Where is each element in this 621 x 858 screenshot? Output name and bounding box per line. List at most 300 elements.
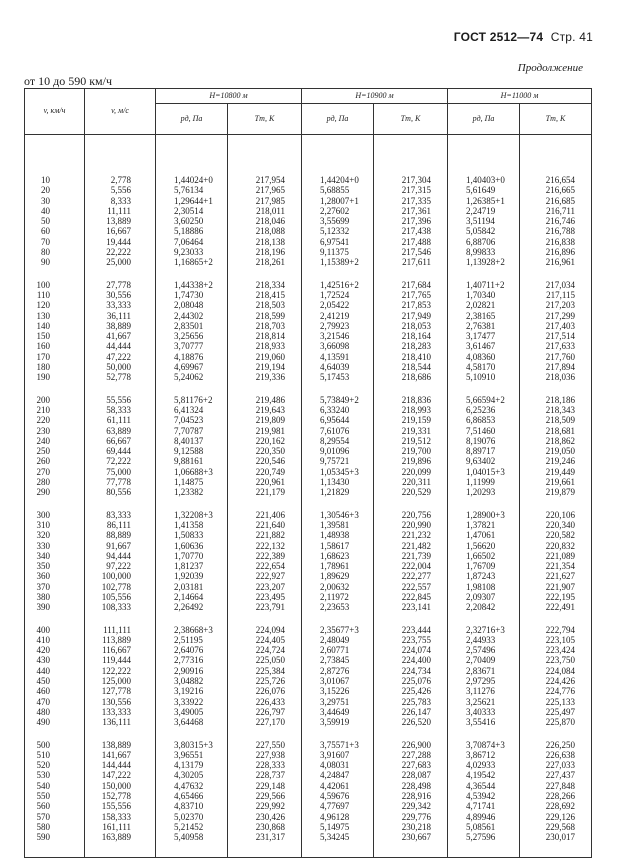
table-row (25, 467, 592, 477)
table-row (25, 520, 592, 530)
table-row (25, 812, 592, 822)
cell-pd-h2: 2,87276 (302, 666, 374, 676)
cell-pd-h1: 2,90916 (156, 666, 228, 676)
cell-t-h1: 217,954 (228, 135, 302, 186)
cell-t-h3: 227,848 (520, 781, 592, 791)
cell-t-h1: 226,797 (228, 707, 302, 717)
cell-v-kmh: 370 (25, 582, 85, 592)
group-spacer (25, 383, 592, 395)
cell-pd-h3: 4,58170 (448, 362, 520, 372)
cell-t-h2: 220,756 (374, 510, 448, 520)
cell-pd-h1: 3,70777 (156, 341, 228, 351)
cell-v-ms: 105,556 (85, 592, 156, 602)
cell-t-h2: 224,734 (374, 666, 448, 676)
cell-v-ms: 72,222 (85, 456, 156, 466)
col-header-v-kmh: v, км/ч (25, 89, 85, 135)
table-row (25, 185, 592, 195)
cell-pd-h3: 1,28900+3 (448, 510, 520, 520)
table-row (25, 707, 592, 717)
cell-t-h1: 218,011 (228, 206, 302, 216)
cell-t-h3: 219,246 (520, 456, 592, 466)
cell-t-h2: 222,845 (374, 592, 448, 602)
cell-pd-h1: 4,18876 (156, 352, 228, 362)
cell-v-ms: 108,333 (85, 602, 156, 612)
cell-v-kmh: 40 (25, 206, 85, 216)
table-row (25, 280, 592, 290)
cell-t-h3: 228,266 (520, 791, 592, 801)
cell-v-ms: 94,444 (85, 551, 156, 561)
cell-pd-h2: 9,11375 (302, 247, 374, 257)
cell-v-kmh: 320 (25, 530, 85, 540)
cell-v-kmh: 130 (25, 311, 85, 321)
cell-t-h1: 219,060 (228, 352, 302, 362)
cell-t-h2: 217,765 (374, 290, 448, 300)
table-row (25, 602, 592, 612)
cell-v-ms: 44,444 (85, 341, 156, 351)
cell-pd-h3: 3,70874+3 (448, 740, 520, 750)
cell-v-kmh: 550 (25, 791, 85, 801)
cell-v-ms: 25,000 (85, 257, 156, 267)
table-row (25, 760, 592, 770)
cell-pd-h2: 8,29554 (302, 436, 374, 446)
cell-v-kmh: 460 (25, 686, 85, 696)
cell-v-kmh: 160 (25, 341, 85, 351)
cell-t-h2: 217,488 (374, 237, 448, 247)
cell-pd-h2: 5,17453 (302, 372, 374, 382)
cell-pd-h2: 3,91607 (302, 750, 374, 760)
cell-pd-h3: 4,36544 (448, 781, 520, 791)
cell-pd-h1: 1,14875 (156, 477, 228, 487)
cell-t-h2: 226,900 (374, 740, 448, 750)
cell-v-ms: 97,222 (85, 561, 156, 571)
cell-v-ms: 8,333 (85, 196, 156, 206)
table-row (25, 510, 592, 520)
cell-pd-h3: 4,08360 (448, 352, 520, 362)
cell-v-kmh: 60 (25, 226, 85, 236)
cell-pd-h3: 1,76709 (448, 561, 520, 571)
cell-pd-h1: 1,92039 (156, 571, 228, 581)
cell-pd-h1: 1,50833 (156, 530, 228, 540)
cell-pd-h1: 1,44024+0 (156, 135, 228, 186)
cell-pd-h2: 9,75721 (302, 456, 374, 466)
cell-v-kmh: 190 (25, 372, 85, 382)
cell-pd-h3: 1,98108 (448, 582, 520, 592)
cell-t-h1: 218,088 (228, 226, 302, 236)
cell-t-h1: 219,981 (228, 426, 302, 436)
cell-v-kmh: 200 (25, 395, 85, 405)
table-row (25, 582, 592, 592)
group-spacer (25, 268, 592, 280)
cell-t-h3: 218,186 (520, 395, 592, 405)
cell-t-h3: 228,692 (520, 801, 592, 811)
cell-pd-h1: 4,47632 (156, 781, 228, 791)
cell-pd-h1: 2,14664 (156, 592, 228, 602)
cell-pd-h2: 5,34245 (302, 832, 374, 842)
cell-pd-h3: 2,20842 (448, 602, 520, 612)
cell-v-kmh: 110 (25, 290, 85, 300)
cell-v-kmh: 360 (25, 571, 85, 581)
cell-t-h3: 223,424 (520, 645, 592, 655)
cell-t-h2: 217,315 (374, 185, 448, 195)
cell-pd-h2: 4,96128 (302, 812, 374, 822)
table-row (25, 247, 592, 257)
cell-t-h1: 219,486 (228, 395, 302, 405)
cell-pd-h1: 2,64076 (156, 645, 228, 655)
cell-pd-h1: 1,74730 (156, 290, 228, 300)
cell-pd-h2: 3,29751 (302, 697, 374, 707)
table-row (25, 257, 592, 267)
cell-t-h1: 224,094 (228, 625, 302, 635)
cell-t-h2: 218,993 (374, 405, 448, 415)
cell-t-h2: 222,004 (374, 561, 448, 571)
cell-v-ms: 27,778 (85, 280, 156, 290)
cell-v-kmh: 20 (25, 185, 85, 195)
cell-v-kmh: 220 (25, 415, 85, 425)
cell-pd-h2: 3,01067 (302, 676, 374, 686)
cell-pd-h3: 5,10910 (448, 372, 520, 382)
table-row (25, 770, 592, 780)
cell-t-h1: 218,415 (228, 290, 302, 300)
cell-pd-h3: 2,38165 (448, 311, 520, 321)
cell-pd-h2: 2,60771 (302, 645, 374, 655)
cell-pd-h3: 3,51194 (448, 216, 520, 226)
page-header (454, 30, 593, 44)
cell-pd-h3: 3,61467 (448, 341, 520, 351)
cell-t-h2: 225,426 (374, 686, 448, 696)
cell-pd-h2: 2,27602 (302, 206, 374, 216)
cell-pd-h1: 2,44302 (156, 311, 228, 321)
cell-pd-h2: 3,55699 (302, 216, 374, 226)
cell-v-kmh: 290 (25, 487, 85, 497)
table-row (25, 801, 592, 811)
cell-t-h3: 216,838 (520, 237, 592, 247)
cell-t-h2: 221,232 (374, 530, 448, 540)
cell-t-h3: 219,879 (520, 487, 592, 497)
cell-pd-h2: 2,05422 (302, 300, 374, 310)
cell-t-h3: 216,665 (520, 185, 592, 195)
cell-t-h3: 217,115 (520, 290, 592, 300)
cell-pd-h2: 1,39581 (302, 520, 374, 530)
cell-pd-h1: 7,70787 (156, 426, 228, 436)
cell-pd-h2: 1,42516+2 (302, 280, 374, 290)
table-row (25, 487, 592, 497)
table-row (25, 206, 592, 216)
cell-v-kmh: 440 (25, 666, 85, 676)
cell-pd-h1: 1,29644+1 (156, 196, 228, 206)
cell-t-h3: 222,195 (520, 592, 592, 602)
cell-t-h3: 218,036 (520, 372, 592, 382)
cell-pd-h1: 1,81237 (156, 561, 228, 571)
cell-v-kmh: 250 (25, 446, 85, 456)
table-row (25, 372, 592, 382)
cell-t-h1: 226,076 (228, 686, 302, 696)
cell-v-kmh: 530 (25, 770, 85, 780)
cell-pd-h1: 4,69967 (156, 362, 228, 372)
cell-v-ms: 16,667 (85, 226, 156, 236)
cell-pd-h2: 5,68855 (302, 185, 374, 195)
cell-t-h3: 216,685 (520, 196, 592, 206)
cell-pd-h3: 2,09307 (448, 592, 520, 602)
cell-t-h2: 217,611 (374, 257, 448, 267)
cell-v-kmh: 260 (25, 456, 85, 466)
cell-pd-h1: 8,40137 (156, 436, 228, 446)
cell-v-ms: 141,667 (85, 750, 156, 760)
cell-pd-h2: 2,48049 (302, 635, 374, 645)
cell-t-h3: 217,760 (520, 352, 592, 362)
cell-pd-h1: 4,65466 (156, 791, 228, 801)
cell-t-h1: 218,261 (228, 257, 302, 267)
table-row (25, 750, 592, 760)
cell-t-h3: 222,491 (520, 602, 592, 612)
table-row (25, 822, 592, 832)
cell-t-h3: 220,340 (520, 520, 592, 530)
cell-t-h1: 219,809 (228, 415, 302, 425)
cell-v-kmh: 90 (25, 257, 85, 267)
cell-v-ms: 130,556 (85, 697, 156, 707)
cell-t-h1: 230,868 (228, 822, 302, 832)
cell-pd-h2: 1,78961 (302, 561, 374, 571)
atmosphere-table (24, 88, 592, 858)
cell-pd-h2: 1,13430 (302, 477, 374, 487)
cell-v-kmh: 410 (25, 635, 85, 645)
cell-t-h3: 224,426 (520, 676, 592, 686)
cell-pd-h2: 2,79923 (302, 321, 374, 331)
cell-t-h1: 227,938 (228, 750, 302, 760)
cell-t-h2: 217,304 (374, 135, 448, 186)
cell-t-h1: 220,350 (228, 446, 302, 456)
cell-pd-h1: 7,06464 (156, 237, 228, 247)
cell-pd-h3: 1,70340 (448, 290, 520, 300)
cell-v-ms: 58,333 (85, 405, 156, 415)
cell-pd-h2: 2,41219 (302, 311, 374, 321)
cell-pd-h3: 2,97295 (448, 676, 520, 686)
cell-pd-h2: 1,28007+1 (302, 196, 374, 206)
cell-v-ms: 50,000 (85, 362, 156, 372)
cell-t-h1: 220,749 (228, 467, 302, 477)
cell-v-kmh: 30 (25, 196, 85, 206)
cell-t-h2: 228,087 (374, 770, 448, 780)
cell-t-h1: 219,194 (228, 362, 302, 372)
table-row (25, 290, 592, 300)
cell-pd-h1: 4,83710 (156, 801, 228, 811)
cell-v-ms: 33,333 (85, 300, 156, 310)
cell-pd-h3: 2,57496 (448, 645, 520, 655)
table-row (25, 635, 592, 645)
cell-t-h1: 222,654 (228, 561, 302, 571)
cell-t-h2: 223,755 (374, 635, 448, 645)
cell-t-h2: 228,916 (374, 791, 448, 801)
cell-t-h1: 218,334 (228, 280, 302, 290)
table-row (25, 362, 592, 372)
cell-pd-h2: 4,08031 (302, 760, 374, 770)
cell-v-kmh: 390 (25, 602, 85, 612)
cell-pd-h2: 6,97541 (302, 237, 374, 247)
cell-t-h1: 230,426 (228, 812, 302, 822)
table-row (25, 405, 592, 415)
cell-v-ms: 111,111 (85, 625, 156, 635)
cell-pd-h2: 1,72524 (302, 290, 374, 300)
cell-t-h1: 227,170 (228, 717, 302, 727)
cell-v-ms: 119,444 (85, 655, 156, 665)
table-row (25, 645, 592, 655)
cell-t-h1: 217,985 (228, 196, 302, 206)
cell-v-ms: 83,333 (85, 510, 156, 520)
cell-pd-h1: 6,41324 (156, 405, 228, 415)
cell-pd-h2: 2,73845 (302, 655, 374, 665)
cell-pd-h1: 2,77316 (156, 655, 228, 665)
cell-t-h2: 219,331 (374, 426, 448, 436)
cell-v-ms: 77,778 (85, 477, 156, 487)
cell-pd-h3: 2,24719 (448, 206, 520, 216)
table-row (25, 321, 592, 331)
cell-v-ms: 61,111 (85, 415, 156, 425)
cell-v-ms: 133,333 (85, 707, 156, 717)
cell-pd-h2: 6,95644 (302, 415, 374, 425)
cell-t-h3: 227,033 (520, 760, 592, 770)
gost-number: ГОСТ 2512—74 (453, 30, 544, 44)
cell-t-h2: 227,683 (374, 760, 448, 770)
cell-v-ms: 158,333 (85, 812, 156, 822)
cell-pd-h3: 9,63402 (448, 456, 520, 466)
cell-pd-h3: 1,04015+3 (448, 467, 520, 477)
cell-t-h2: 230,667 (374, 832, 448, 842)
group-spacer (25, 498, 592, 510)
cell-t-h2: 219,512 (374, 436, 448, 446)
cell-pd-h2: 4,59676 (302, 791, 374, 801)
cell-v-kmh: 180 (25, 362, 85, 372)
cell-t-h1: 218,503 (228, 300, 302, 310)
col-header-altitude-1: H=10800 м (156, 89, 302, 104)
cell-pd-h2: 4,42061 (302, 781, 374, 791)
cell-pd-h3: 5,66594+2 (448, 395, 520, 405)
cell-pd-h3: 2,76381 (448, 321, 520, 331)
cell-v-kmh: 380 (25, 592, 85, 602)
cell-t-h1: 226,433 (228, 697, 302, 707)
cell-pd-h3: 1,87243 (448, 571, 520, 581)
cell-pd-h2: 3,59919 (302, 717, 374, 727)
cell-t-h2: 227,288 (374, 750, 448, 760)
cell-t-h2: 226,147 (374, 707, 448, 717)
cell-pd-h2: 5,12332 (302, 226, 374, 236)
continuation-label: Продолжение (517, 62, 583, 74)
cell-t-h3: 216,961 (520, 257, 592, 267)
cell-pd-h1: 4,13179 (156, 760, 228, 770)
cell-t-h3: 229,126 (520, 812, 592, 822)
cell-pd-h2: 1,05345+3 (302, 467, 374, 477)
cell-pd-h3: 6,88706 (448, 237, 520, 247)
table-row (25, 196, 592, 206)
cell-pd-h1: 1,16865+2 (156, 257, 228, 267)
cell-v-kmh: 540 (25, 781, 85, 791)
cell-t-h3: 225,870 (520, 717, 592, 727)
cell-t-h2: 223,141 (374, 602, 448, 612)
cell-t-h3: 225,133 (520, 697, 592, 707)
group-spacer (25, 613, 592, 625)
cell-v-ms: 22,222 (85, 247, 156, 257)
cell-t-h2: 225,783 (374, 697, 448, 707)
cell-v-kmh: 580 (25, 822, 85, 832)
cell-t-h2: 225,076 (374, 676, 448, 686)
cell-pd-h1: 3,04882 (156, 676, 228, 686)
cell-v-kmh: 490 (25, 717, 85, 727)
cell-v-ms: 69,444 (85, 446, 156, 456)
cell-t-h3: 229,568 (520, 822, 592, 832)
cell-pd-h1: 9,23033 (156, 247, 228, 257)
col-header-altitude-3: H=11000 м (448, 89, 592, 104)
cell-t-h3: 224,776 (520, 686, 592, 696)
cell-v-kmh: 400 (25, 625, 85, 635)
cell-pd-h1: 5,18886 (156, 226, 228, 236)
cell-pd-h2: 5,14975 (302, 822, 374, 832)
cell-pd-h2: 2,00632 (302, 582, 374, 592)
cell-pd-h2: 4,64039 (302, 362, 374, 372)
cell-v-kmh: 450 (25, 676, 85, 686)
col-header-pd-1: pд, Па (156, 104, 228, 135)
cell-t-h1: 231,317 (228, 832, 302, 842)
cell-t-h1: 222,132 (228, 541, 302, 551)
cell-v-kmh: 100 (25, 280, 85, 290)
table-row (25, 311, 592, 321)
cell-t-h2: 224,400 (374, 655, 448, 665)
cell-pd-h2: 5,73849+2 (302, 395, 374, 405)
cell-pd-h3: 1,20293 (448, 487, 520, 497)
cell-t-h1: 225,384 (228, 666, 302, 676)
cell-pd-h2: 1,89629 (302, 571, 374, 581)
cell-t-h1: 222,927 (228, 571, 302, 581)
cell-t-h2: 218,836 (374, 395, 448, 405)
cell-t-h1: 221,406 (228, 510, 302, 520)
cell-t-h3: 230,017 (520, 832, 592, 842)
cell-t-h2: 218,410 (374, 352, 448, 362)
cell-v-ms: 161,111 (85, 822, 156, 832)
cell-pd-h1: 2,83501 (156, 321, 228, 331)
table-row (25, 436, 592, 446)
cell-pd-h3: 6,86853 (448, 415, 520, 425)
cell-pd-h3: 2,32716+3 (448, 625, 520, 635)
cell-t-h3: 217,034 (520, 280, 592, 290)
cell-t-h1: 218,599 (228, 311, 302, 321)
table-row (25, 395, 592, 405)
cell-pd-h2: 1,68623 (302, 551, 374, 561)
cell-t-h1: 225,050 (228, 655, 302, 665)
cell-v-ms: 91,667 (85, 541, 156, 551)
cell-v-kmh: 420 (25, 645, 85, 655)
cell-pd-h1: 3,96551 (156, 750, 228, 760)
group-spacer (25, 728, 592, 740)
cell-t-h1: 224,724 (228, 645, 302, 655)
cell-t-h3: 227,437 (520, 770, 592, 780)
cell-pd-h2: 1,21829 (302, 487, 374, 497)
cell-pd-h1: 1,44338+2 (156, 280, 228, 290)
table-row (25, 530, 592, 540)
table-row (25, 655, 592, 665)
cell-v-kmh: 560 (25, 801, 85, 811)
cell-v-ms: 30,556 (85, 290, 156, 300)
cell-t-h2: 218,164 (374, 331, 448, 341)
cell-t-h2: 221,482 (374, 541, 448, 551)
cell-t-h3: 221,089 (520, 551, 592, 561)
table-row (25, 300, 592, 310)
cell-t-h3: 218,509 (520, 415, 592, 425)
cell-v-kmh: 520 (25, 760, 85, 770)
cell-v-ms: 11,111 (85, 206, 156, 216)
table-row (25, 592, 592, 602)
cell-pd-h3: 3,86712 (448, 750, 520, 760)
cell-pd-h3: 5,27596 (448, 832, 520, 842)
cell-v-ms: 127,778 (85, 686, 156, 696)
cell-v-kmh: 330 (25, 541, 85, 551)
cell-pd-h3: 1,40403+0 (448, 135, 520, 186)
